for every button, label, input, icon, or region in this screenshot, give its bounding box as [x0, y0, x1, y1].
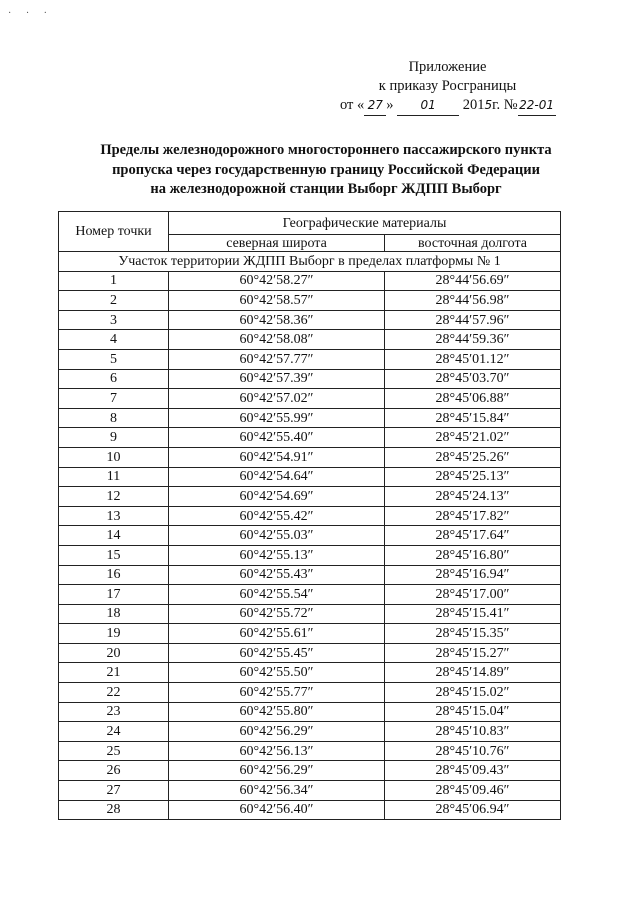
table-row [59, 585, 561, 605]
point-number-cell: 18 [59, 604, 169, 624]
latitude-cell: 60°42′57.39″ [169, 369, 385, 389]
latitude-cell: 60°42′55.43″ [169, 565, 385, 585]
table-row [59, 761, 561, 781]
table-row [59, 800, 561, 820]
header-longitude: восточная долгота [385, 235, 561, 252]
header-latitude: северная широта [169, 235, 385, 252]
table-row [59, 663, 561, 683]
point-number-cell: 15 [59, 545, 169, 565]
point-number-cell: 7 [59, 389, 169, 409]
latitude-cell: 60°42′55.61″ [169, 624, 385, 644]
longitude-cell: 28°45′10.83″ [385, 722, 561, 742]
table-row [59, 526, 561, 546]
longitude-cell: 28°45′25.26″ [385, 447, 561, 467]
longitude-cell: 28°45′15.41″ [385, 604, 561, 624]
table-row [59, 624, 561, 644]
longitude-cell: 28°45′06.94″ [385, 800, 561, 820]
table-row [59, 487, 561, 507]
longitude-cell: 28°45′16.80″ [385, 545, 561, 565]
point-number-cell: 6 [59, 369, 169, 389]
latitude-cell: 60°42′54.64″ [169, 467, 385, 487]
latitude-cell: 60°42′58.36″ [169, 310, 385, 330]
table-row [59, 408, 561, 428]
latitude-cell: 60°42′55.99″ [169, 408, 385, 428]
longitude-cell: 28°44′57.96″ [385, 310, 561, 330]
number-sign: г. № [492, 97, 518, 113]
longitude-cell: 28°45′01.12″ [385, 349, 561, 369]
point-number-cell: 12 [59, 487, 169, 507]
point-number-cell: 8 [59, 408, 169, 428]
date-day: 27 [364, 96, 386, 116]
point-number-cell: 21 [59, 663, 169, 683]
appendix-order-ref: к приказу Росграницы [378, 78, 517, 94]
point-number-cell: 13 [59, 506, 169, 526]
appendix-block [340, 58, 555, 116]
longitude-cell: 28°44′56.69″ [385, 271, 561, 291]
latitude-cell: 60°42′58.57″ [169, 291, 385, 311]
point-number-cell: 25 [59, 741, 169, 761]
latitude-cell: 60°42′55.03″ [169, 526, 385, 546]
latitude-cell: 60°42′55.72″ [169, 604, 385, 624]
order-number: 22-01 [518, 96, 556, 116]
table-row [59, 310, 561, 330]
point-number-cell: 3 [59, 310, 169, 330]
point-number-cell: 10 [59, 447, 169, 467]
appendix-label: Приложение [408, 59, 487, 75]
scan-marks: · · · [8, 8, 53, 19]
longitude-cell: 28°45′21.02″ [385, 428, 561, 448]
table-row [59, 506, 561, 526]
latitude-cell: 60°42′55.42″ [169, 506, 385, 526]
longitude-cell: 28°45′24.13″ [385, 487, 561, 507]
header-geo-group: Географические материалы [169, 212, 561, 235]
latitude-cell: 60°42′57.02″ [169, 389, 385, 409]
longitude-cell: 28°45′03.70″ [385, 369, 561, 389]
table-row [59, 781, 561, 801]
latitude-cell: 60°42′56.29″ [169, 761, 385, 781]
title-line-2: пропуска через государственную границу Российской Федерации [112, 161, 540, 178]
latitude-cell: 60°42′55.40″ [169, 428, 385, 448]
longitude-cell: 28°45′06.88″ [385, 389, 561, 409]
table-row [59, 389, 561, 409]
latitude-cell: 60°42′54.69″ [169, 487, 385, 507]
longitude-cell: 28°45′15.02″ [385, 683, 561, 703]
table-row [59, 741, 561, 761]
table-row [59, 683, 561, 703]
latitude-cell: 60°42′56.13″ [169, 741, 385, 761]
table-row [59, 369, 561, 389]
table-row [59, 428, 561, 448]
title-line-1: Пределы железнодорожного многостороннего пассажирского пункта [100, 142, 552, 158]
coordinates-table [58, 211, 561, 820]
date-mid: » [386, 97, 394, 113]
point-number-cell: 5 [59, 349, 169, 369]
latitude-cell: 60°42′55.77″ [169, 683, 385, 703]
latitude-cell: 60°42′58.27″ [169, 271, 385, 291]
longitude-cell: 28°45′25.13″ [385, 467, 561, 487]
longitude-cell: 28°45′15.04″ [385, 702, 561, 722]
point-number-cell: 17 [59, 585, 169, 605]
table-row [59, 330, 561, 350]
table-row [59, 604, 561, 624]
document-title [40, 141, 612, 200]
point-number-cell: 16 [59, 565, 169, 585]
latitude-cell: 60°42′55.13″ [169, 545, 385, 565]
date-month: 01 [397, 96, 459, 116]
point-number-cell: 11 [59, 467, 169, 487]
longitude-cell: 28°45′15.84″ [385, 408, 561, 428]
header-point-number: Номер точки [59, 212, 169, 252]
point-number-cell: 24 [59, 722, 169, 742]
date-year-suffix: 5 [484, 98, 493, 112]
latitude-cell: 60°42′55.80″ [169, 702, 385, 722]
table-row [59, 722, 561, 742]
title-line-3: на железнодорожной станции Выборг ЖДПП Выборг [150, 181, 502, 197]
longitude-cell: 28°45′09.46″ [385, 781, 561, 801]
table-row [59, 643, 561, 663]
point-number-cell: 28 [59, 800, 169, 820]
point-number-cell: 9 [59, 428, 169, 448]
table-row [59, 545, 561, 565]
latitude-cell: 60°42′56.34″ [169, 781, 385, 801]
point-number-cell: 2 [59, 291, 169, 311]
appendix-date-line [340, 96, 555, 116]
point-number-cell: 14 [59, 526, 169, 546]
point-number-cell: 22 [59, 683, 169, 703]
latitude-cell: 60°42′55.50″ [169, 663, 385, 683]
longitude-cell: 28°45′15.27″ [385, 643, 561, 663]
longitude-cell: 28°45′15.35″ [385, 624, 561, 644]
latitude-cell: 60°42′55.54″ [169, 585, 385, 605]
table-row [59, 702, 561, 722]
point-number-cell: 1 [59, 271, 169, 291]
longitude-cell: 28°45′17.00″ [385, 585, 561, 605]
latitude-cell: 60°42′57.77″ [169, 349, 385, 369]
longitude-cell: 28°44′59.36″ [385, 330, 561, 350]
point-number-cell: 20 [59, 643, 169, 663]
point-number-cell: 26 [59, 761, 169, 781]
point-number-cell: 23 [59, 702, 169, 722]
longitude-cell: 28°45′17.64″ [385, 526, 561, 546]
point-number-cell: 27 [59, 781, 169, 801]
table-row [59, 467, 561, 487]
point-number-cell: 4 [59, 330, 169, 350]
table-row [59, 349, 561, 369]
date-year-prefix: 201 [462, 97, 485, 113]
table-row [59, 447, 561, 467]
latitude-cell: 60°42′56.40″ [169, 800, 385, 820]
longitude-cell: 28°45′10.76″ [385, 741, 561, 761]
longitude-cell: 28°45′16.94″ [385, 565, 561, 585]
longitude-cell: 28°45′09.43″ [385, 761, 561, 781]
section-row [59, 252, 561, 272]
table-row [59, 565, 561, 585]
table-row [59, 291, 561, 311]
latitude-cell: 60°42′54.91″ [169, 447, 385, 467]
table-row [59, 271, 561, 291]
longitude-cell: 28°45′14.89″ [385, 663, 561, 683]
point-number-cell: 19 [59, 624, 169, 644]
section-title: Участок территории ЖДПП Выборг в пределах платформы № 1 [59, 252, 561, 272]
longitude-cell: 28°45′17.82″ [385, 506, 561, 526]
latitude-cell: 60°42′55.45″ [169, 643, 385, 663]
longitude-cell: 28°44′56.98″ [385, 291, 561, 311]
date-prefix: от « [340, 97, 365, 113]
latitude-cell: 60°42′58.08″ [169, 330, 385, 350]
latitude-cell: 60°42′56.29″ [169, 722, 385, 742]
